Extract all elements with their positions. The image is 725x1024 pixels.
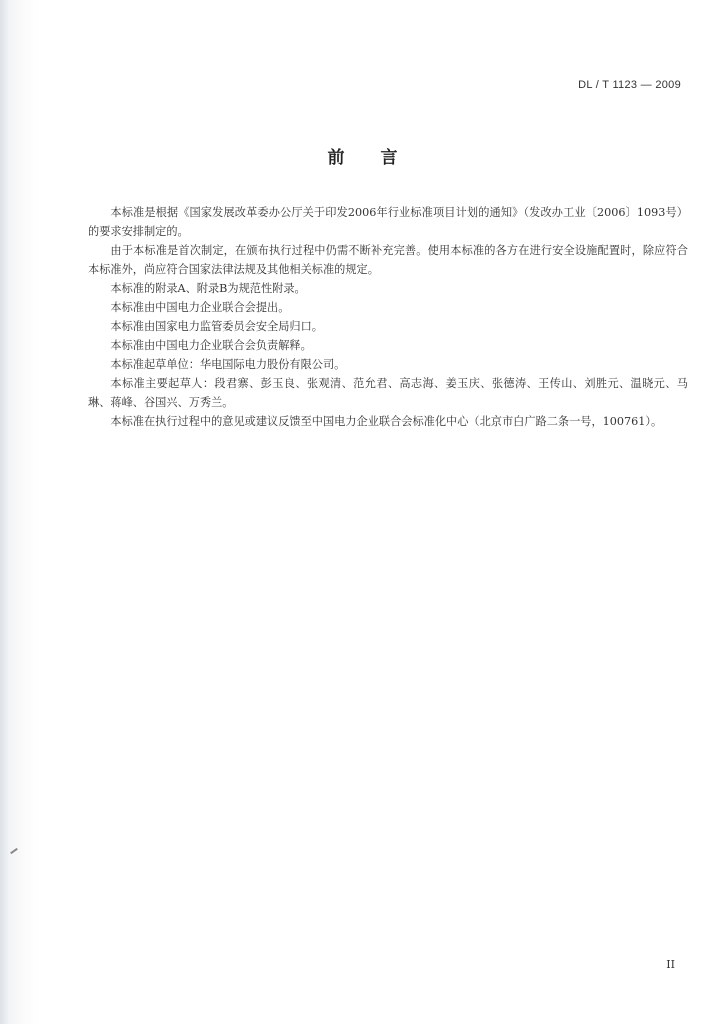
foreword-body (88, 203, 688, 431)
paragraph: 本标准由中国电力企业联合会负责解释。 (110, 339, 312, 352)
page-title: 前言 (327, 148, 434, 168)
paragraph: 本标准由国家电力监管委员会安全局归口。 (110, 320, 323, 333)
paragraph: 本标准的附录A、附录B为规范性附录。 (110, 282, 306, 295)
paragraph: 由于本标准是首次制定，在颁布执行过程中仍需不断补充完善。使用本标准的各方在进行安全设施配置时，除应符合本标准外，尚应符合国家法律法规及其他相关标准的规定。 (88, 244, 688, 276)
paragraph: 本标准在执行过程中的意见或建议反馈至中国电力企业联合会标准化中心（北京市白广路二条一号，100761）。 (110, 415, 663, 428)
paragraph: 本标准是根据《国家发展改革委办公厅关于印发2006年行业标准项目计划的通知》（发改办工业〔2006〕1093号）的要求安排制定的。 (88, 206, 688, 238)
page-number: II (666, 958, 675, 971)
paragraph: 本标准由中国电力企业联合会提出。 (110, 301, 290, 314)
margin-mark (10, 848, 18, 854)
standard-code: DL / T 1123 — 2009 (578, 79, 681, 91)
paragraph: 本标准起草单位：华电国际电力股份有限公司。 (110, 358, 346, 371)
paragraph: 本标准主要起草人：段君寨、彭玉良、张观清、范允君、高志海、姜玉庆、张德涛、王传山、刘胜元、温晓元、马琳、蒋峰、谷国兴、万秀兰。 (88, 377, 688, 409)
